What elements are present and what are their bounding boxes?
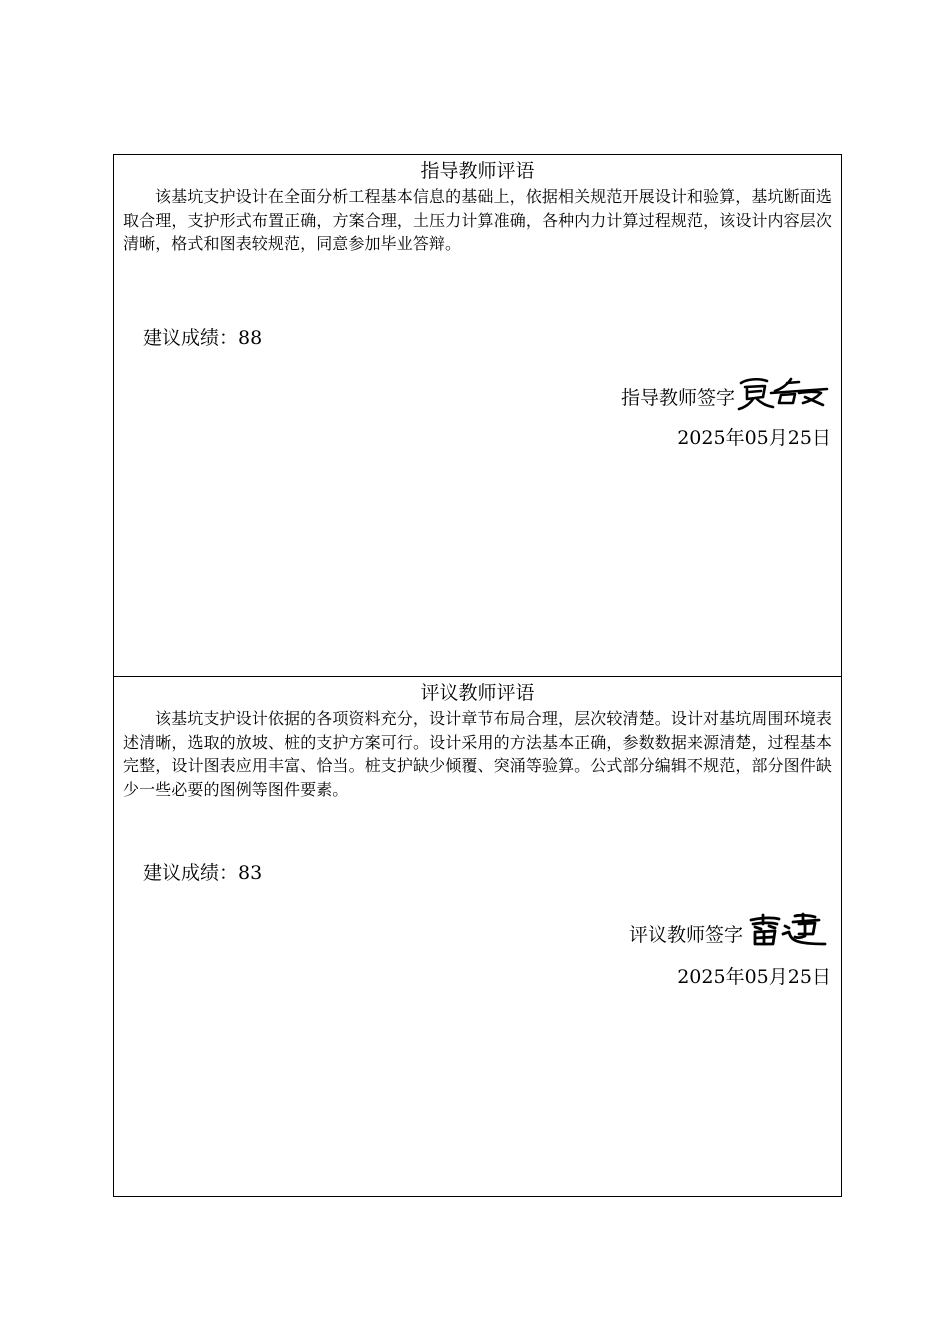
reviewer-date-year-unit: 年 (725, 966, 745, 988)
reviewer-sign-row (629, 912, 831, 948)
reviewer-grade-value: 83 (238, 862, 263, 884)
advisor-date-year-unit: 年 (725, 427, 745, 449)
advisor-signature (737, 375, 831, 411)
reviewer-date (677, 964, 831, 990)
advisor-date-day-unit: 日 (811, 427, 831, 449)
advisor-sign-label: 指导教师签字 (620, 387, 735, 409)
advisor-date-day: 25 (787, 427, 812, 449)
reviewer-date-month: 05 (744, 966, 769, 988)
reviewer-grade (143, 860, 262, 886)
reviewer-sign-label: 评议教师签字 (628, 924, 743, 946)
reviewer-grade-label: 建议成绩： (143, 862, 239, 884)
reviewer-date-month-unit: 月 (768, 966, 788, 988)
evaluation-form (113, 154, 842, 1197)
advisor-date (677, 425, 831, 451)
advisor-section (114, 155, 841, 676)
advisor-grade-value: 88 (238, 327, 263, 349)
reviewer-signature (745, 912, 831, 948)
reviewer-date-year: 2025 (677, 966, 726, 988)
reviewer-section-title: 评议教师评语 (420, 682, 535, 704)
reviewer-section (114, 676, 841, 1196)
advisor-section-title: 指导教师评语 (420, 160, 535, 182)
advisor-grade-label: 建议成绩： (143, 327, 239, 349)
advisor-date-month-unit: 月 (768, 427, 788, 449)
advisor-date-month: 05 (744, 427, 769, 449)
reviewer-comment: 该基坑支护设计依据的各项资料充分，设计章节布局合理，层次较清楚。设计对基坑周围环境表述清晰，选取的放坡、桩的支护方案可行。设计采用的方法基本正确，参数数据来源清楚，过程基本完整，设计图表应用丰富、恰当。桩支护缺少倾覆、突涌等验算。公式部分编辑不规范，部分图件缺少一些必要的图例等图件要素。 (123, 709, 832, 799)
advisor-grade (143, 325, 262, 351)
advisor-sign-row (621, 375, 831, 411)
reviewer-date-day-unit: 日 (811, 966, 831, 988)
advisor-date-year: 2025 (677, 427, 726, 449)
advisor-comment: 该基坑支护设计在全面分析工程基本信息的基础上，依据相关规范开展设计和验算，基坑断面选取合理，支护形式布置正确，方案合理，土压力计算准确，各种内力计算过程规范，该设计内容层次清晰，格式和图表较规范，同意参加毕业答辩。 (123, 187, 832, 253)
reviewer-date-day: 25 (787, 966, 812, 988)
